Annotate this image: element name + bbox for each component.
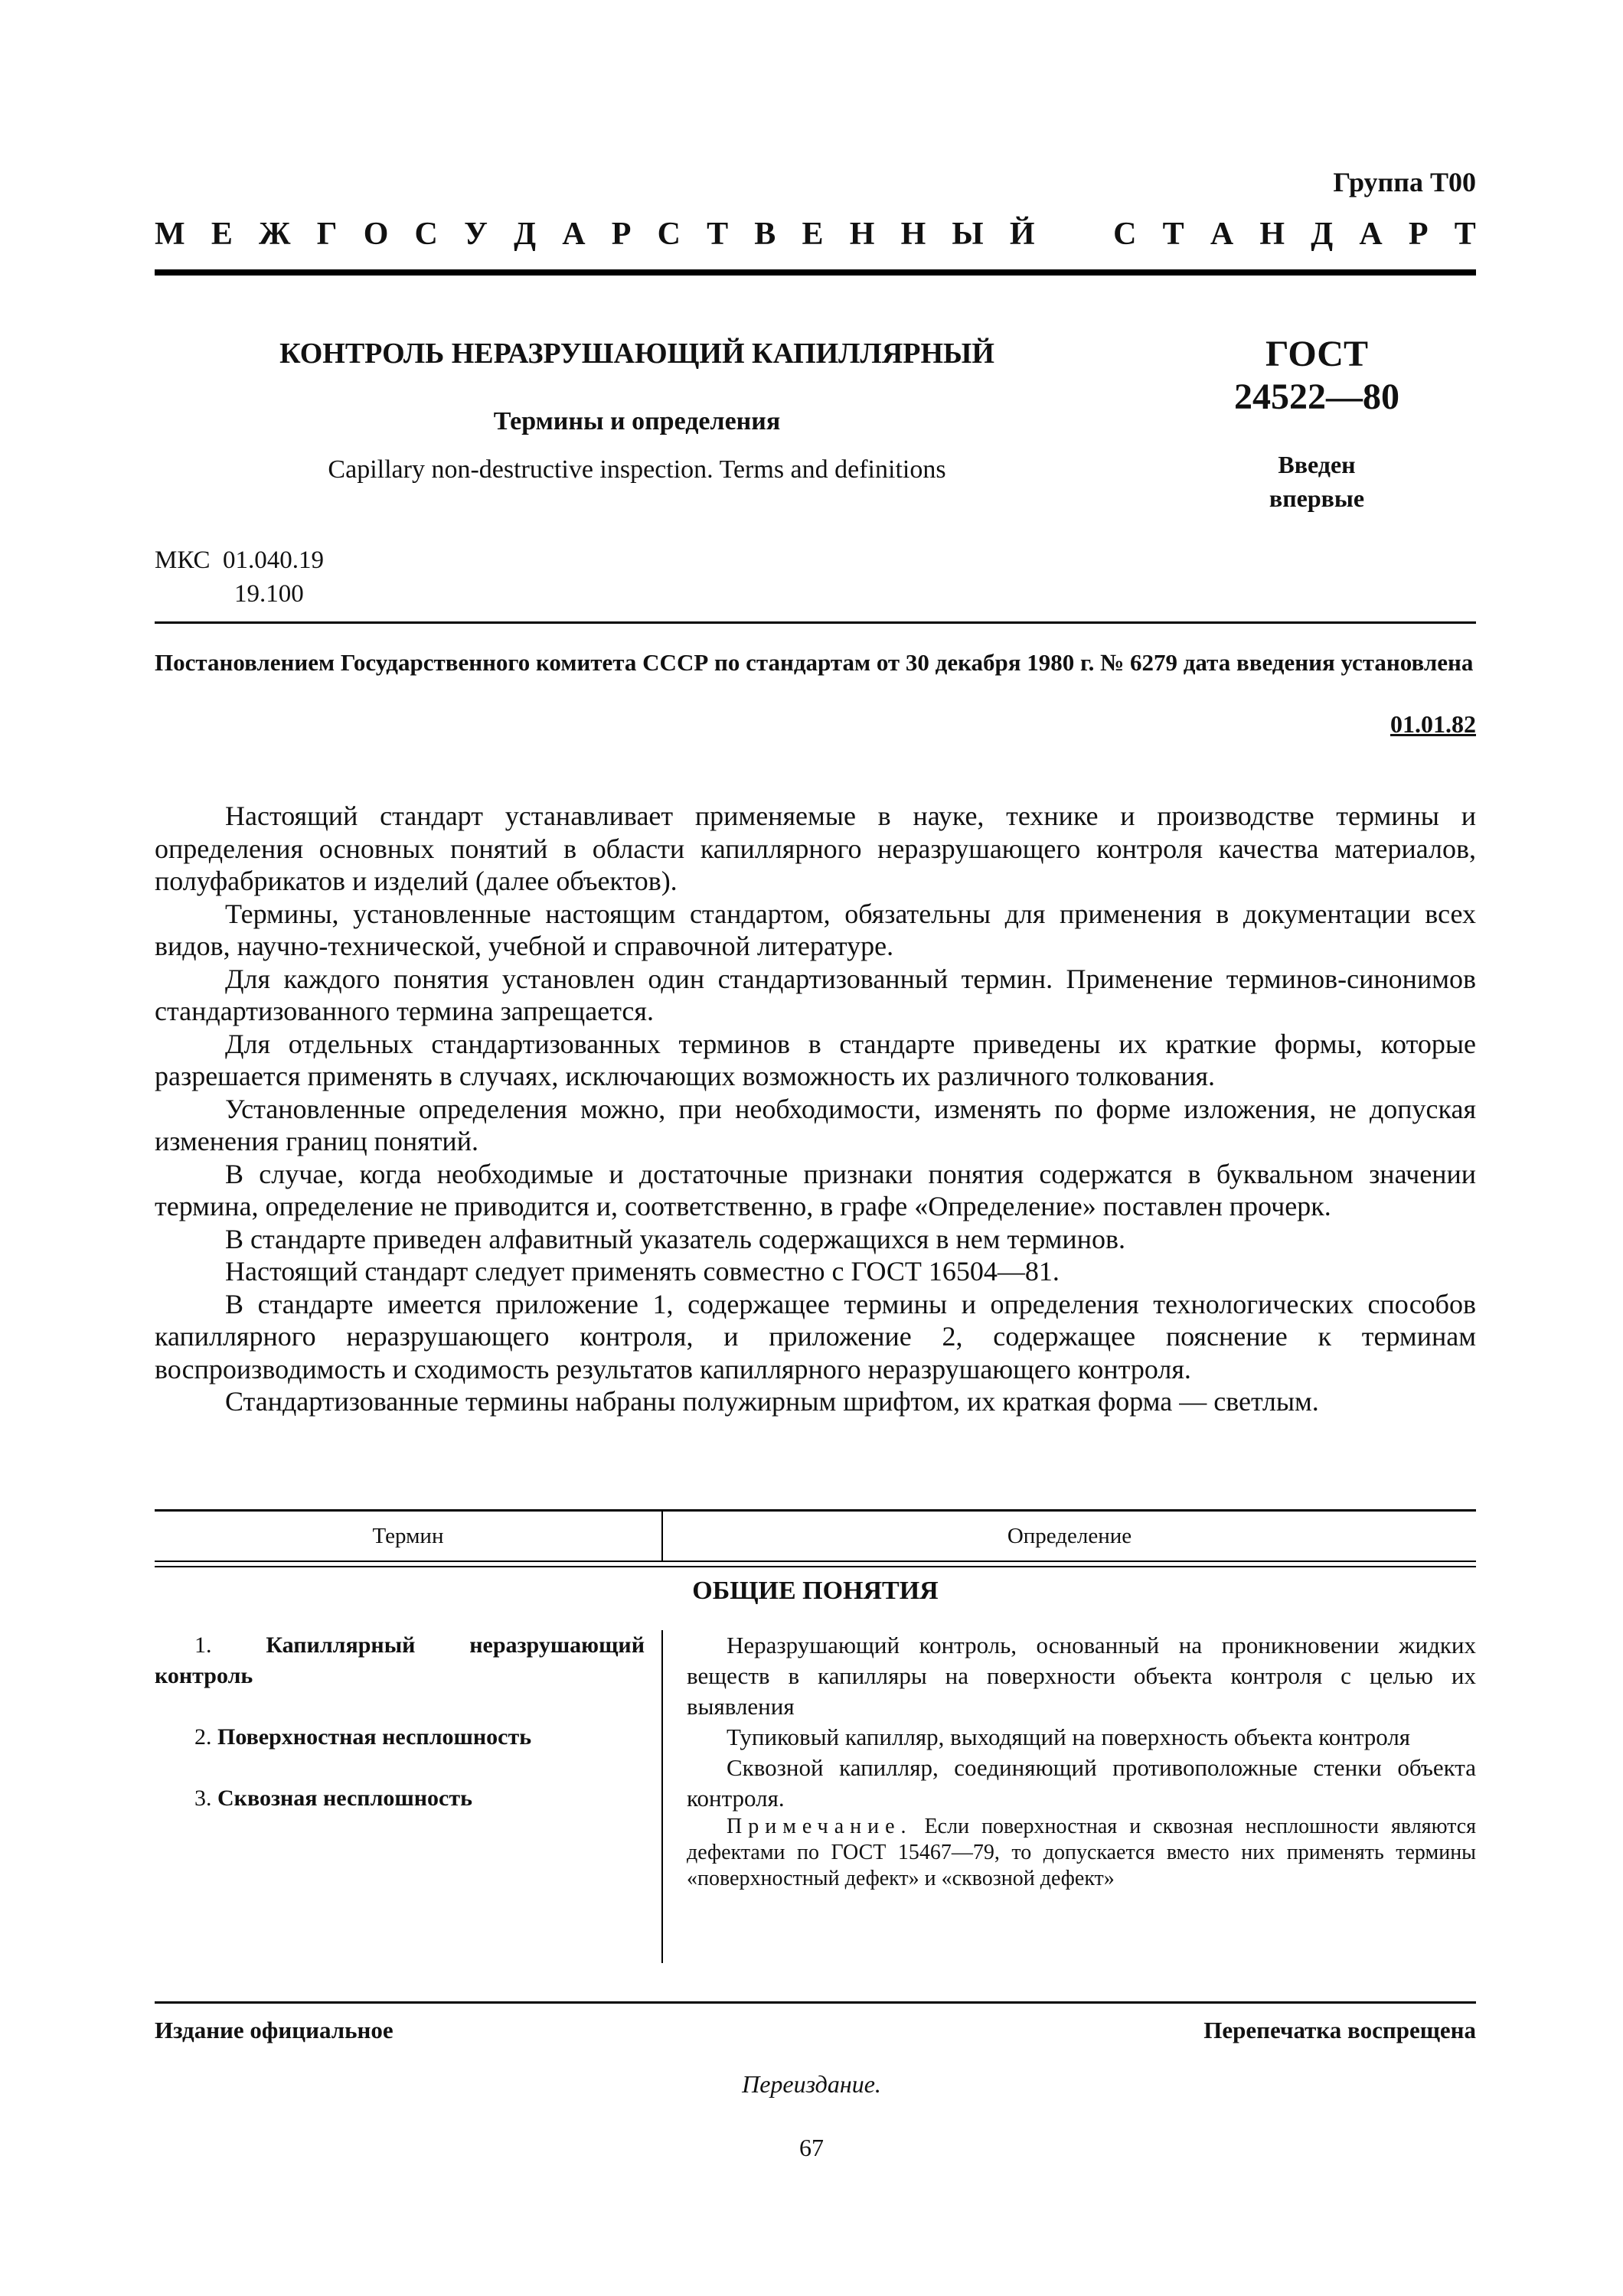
introduced-line2: впервые — [1269, 484, 1365, 512]
standard-title-english: Capillary non-destructive inspection. Terms and definitions — [328, 455, 946, 484]
heading-letter: Н — [849, 217, 875, 252]
heading-letter: Д — [514, 217, 536, 252]
paragraph: В случае, когда необходимые и достаточные признаки понятия содержатся в буквальном значении термина, определение не приводится и, соответственно, в графе «Определение» поставлен прочерк. — [155, 1158, 1476, 1221]
header-rule — [155, 269, 1476, 276]
introduction-body — [155, 800, 1476, 1418]
heading-letter: Т — [707, 217, 729, 252]
term-item — [155, 1783, 645, 1814]
gost-code: 24522—80 — [1234, 377, 1399, 417]
term-number: 1. — [194, 1632, 212, 1658]
standard-subtitle: Термины и определения — [493, 407, 781, 435]
heading-letter: Р — [611, 217, 632, 252]
definitions-column — [687, 1630, 1476, 1892]
heading-letter: Й — [1009, 217, 1035, 252]
heading-letter: Е — [211, 217, 233, 252]
group-code: Группа Т00 — [1333, 167, 1476, 197]
table-header-rule-1 — [155, 1561, 1476, 1562]
heading-letter: Д — [1311, 217, 1334, 252]
paragraph: Настоящий стандарт следует применять совместно с ГОСТ 16504—81. — [225, 1256, 1060, 1287]
heading-letter: А — [1210, 217, 1234, 252]
heading-letter: У — [464, 217, 488, 252]
heading-letter: Р — [1408, 217, 1429, 252]
note — [687, 1814, 1476, 1892]
paragraph: Стандартизованные термины набраны полужирным шрифтом, их краткая форма — светлым. — [225, 1386, 1319, 1417]
column-header-definition: Определение — [1007, 1523, 1132, 1548]
term-item — [155, 1630, 645, 1691]
heading-letter: А — [562, 217, 586, 252]
paragraph: В стандарте приведен алфавитный указатель содержащихся в нем терминов. — [225, 1223, 1125, 1254]
mks-line1: МКС 01.040.19 — [155, 546, 325, 574]
introduced-first-time — [1210, 448, 1424, 515]
heading-letter: Н — [900, 217, 926, 252]
paragraph: Настоящий стандарт устанавливает применяемые в науке, технике и производстве термины и определения основных понятий в области капиллярного неразрушающего контроля качества материалов, полуфабрикатов и изделий (далее объектов). — [155, 801, 1476, 896]
reprint-prohibited-label: Перепечатка воспрещена — [1203, 2017, 1476, 2043]
gost-label: ГОСТ — [1265, 334, 1368, 374]
heading-letter: М — [155, 217, 185, 252]
mks-codes — [155, 543, 324, 611]
decree-text: Постановлением Государственного комитета СССР по стандартам от 30 декабря 1980 г. № 6279 дата введения установлена — [155, 649, 1474, 676]
note-text: Если поверхностная и сквозная несплошности являются дефектами по ГОСТ 15467—79, то допускается вместо них применять термины «поверхностный дефект» и «сквозной дефект» — [687, 1815, 1477, 1890]
heading-letter: С — [657, 217, 681, 252]
heading-letter: Г — [316, 217, 338, 252]
heading-letter: Н — [1259, 217, 1285, 252]
term-name: Поверхностная несплошность — [217, 1724, 532, 1750]
mks-line2: 19.100 — [234, 580, 304, 608]
heading-letter: О — [363, 217, 389, 252]
definition: Сквозной капилляр, соединяющий противоположные стенки объекта контроля. — [687, 1754, 1476, 1812]
paragraph: Термины, установленные настоящим стандартом, обязательны для применения в документации всех видов, научно-технической, учебной и справочной литературе. — [155, 898, 1476, 961]
table-header-rule-2 — [155, 1566, 1476, 1567]
reissue-label: Переиздание. — [742, 2070, 881, 2098]
page-number: 67 — [799, 2134, 824, 2161]
table-column-divider — [661, 1630, 663, 1963]
heading-letter: Е — [802, 217, 824, 252]
heading-letter: А — [1359, 217, 1383, 252]
paragraph: Установленные определения можно, при необходимости, изменять по форме изложения, не допуская изменения границ понятий. — [155, 1093, 1476, 1156]
note-label: Примечание. — [727, 1815, 913, 1838]
heading-letter: Т — [1454, 217, 1476, 252]
heading-letter: С — [1113, 217, 1137, 252]
heading-letter: С — [414, 217, 438, 252]
paragraph: Для каждого понятия установлен один стандартизованный термин. Применение терминов-синонимов стандартизованного термина запрещается. — [155, 963, 1476, 1026]
term-name: Сквозная несплошность — [217, 1786, 472, 1811]
term-number: 2. — [194, 1724, 212, 1750]
paragraph: Для отдельных стандартизованных терминов в стандарте приведены их краткие формы, которые разрешается применять в случаях, исключающих возможность их различного толкования. — [155, 1028, 1476, 1091]
term-name: Капиллярный неразрушающий контроль — [155, 1632, 645, 1688]
heading-letter: В — [754, 217, 776, 252]
standard-title: КОНТРОЛЬ НЕРАЗРУШАЮЩИЙ КАПИЛЛЯРНЫЙ — [279, 338, 994, 370]
section-title: ОБЩИЕ ПОНЯТИЯ — [692, 1577, 939, 1605]
interstate-standard-heading — [155, 216, 1476, 253]
official-edition-label: Издание официальное — [155, 2017, 394, 2043]
paragraph: В стандарте имеется приложение 1, содержащее термины и определения технологических способов капиллярного неразрушающего контроля, и приложение 2, содержащее пояснение к терминам воспроизводимость и сходимость результатов капиллярного неразрушающего контроля. — [155, 1288, 1476, 1384]
gost-number — [1210, 333, 1424, 419]
definition: Тупиковый капилляр, выходящий на поверхность объекта контроля — [727, 1724, 1411, 1750]
decree-rule — [155, 621, 1476, 624]
term-item — [155, 1722, 645, 1753]
column-header-term: Термин — [372, 1523, 444, 1548]
heading-letter: Ж — [259, 217, 291, 252]
definition: Неразрушающий контроль, основанный на проникновении жидких веществ в капилляры на поверхности объекта контроля с целью их выявления — [687, 1632, 1476, 1720]
footer-rule — [155, 2001, 1476, 2004]
term-number: 3. — [194, 1786, 212, 1811]
heading-letter: Т — [1162, 217, 1184, 252]
heading-letter: Ы — [952, 217, 984, 252]
introduced-line1: Введен — [1278, 451, 1356, 478]
introduction-date: 01.01.82 — [1390, 710, 1476, 738]
